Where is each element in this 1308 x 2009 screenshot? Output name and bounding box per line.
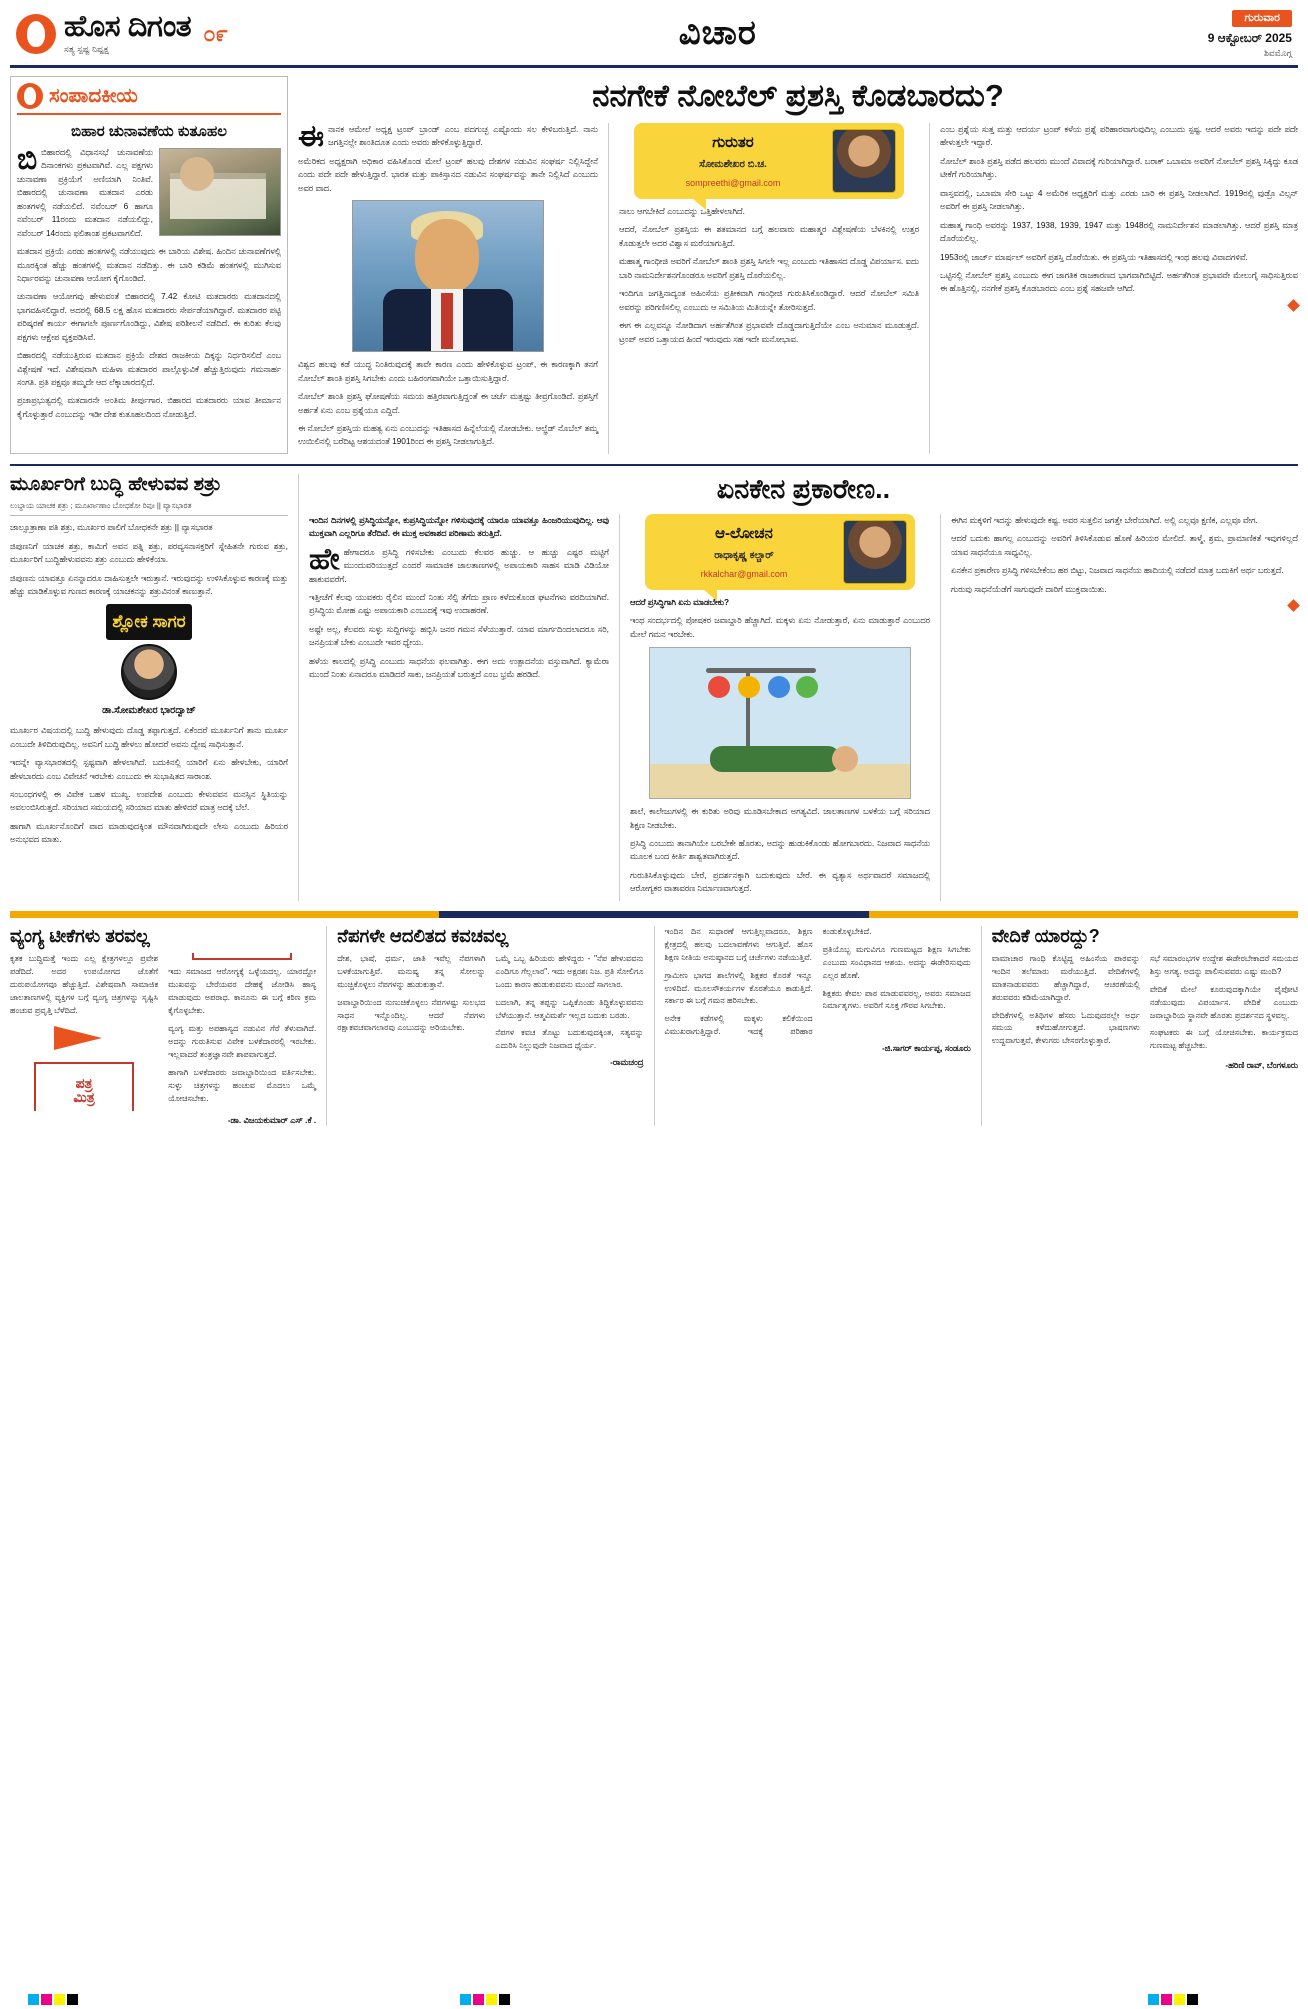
paper-logo-icon [16,14,56,54]
letter-paragraph: ವೇದಿಕೆ ಮೇಲೆ ಕೂರುವುದಕ್ಕಾಗಿಯೇ ಪೈಪೋಟಿ ನಡೆಯುವುದು ವಿಪರ್ಯಾಸ. ವೇದಿಕೆ ಎಂಬುದು ಜವಾಬ್ದಾರಿಯ ಸ್ಥಾನವೇ ಹೊರತು ಪ್ರದರ್ಶನದ ಸ್ಥಳವಲ್ಲ. [1149,984,1298,1020]
letter-paragraph: ಕೃತಕ ಬುದ್ಧಿಮತ್ತೆ ಇಂದು ಎಲ್ಲ ಕ್ಷೇತ್ರಗಳಲ್ಲೂ ಪ್ರವೇಶ ಪಡೆದಿದೆ. ಅದರ ಉಪಯೋಗದ ಜೊತೆಗೆ ದುರುಪಯೋಗವೂ ಹೆಚ್ಚುತ್ತಿದೆ. ವಿಶೇಷವಾಗಿ ಸಾಮಾಜಿಕ ಜಾಲತಾಣಗಳಲ್ಲಿ ವ್ಯಕ್ತಿಗಳ ಬಗ್ಗೆ ವ್ಯಂಗ್ಯ ಚಿತ್ರಗಳನ್ನು ಸೃಷ್ಟಿಸಿ ಹಂಚುವ ಪ್ರವೃತ್ತಿ ಬೆಳೆದಿದೆ. [10,953,159,1015]
article-photo [352,200,544,352]
letter-paragraph: ನೆಪಗಳ ಕವಚ ತೊಟ್ಟು ಬದುಕುವುದಕ್ಕಿಂತ, ಸತ್ಯವನ್ನು ಎದುರಿಸಿ ನಿಲ್ಲುವುದೇ ನಿಜವಾದ ಧೈರ್ಯ. [495,1028,644,1051]
enkena-dropcap: ಹೇ [309,542,340,576]
enkena-paragraph: ಹೇಗಾದರೂ ಪ್ರಸಿದ್ಧಿ ಗಳಿಸಬೇಕು ಎಂಬುದು ಕೆಲವರ ಹುಚ್ಚು. ಆ ಹುಚ್ಚು ಎಷ್ಟರ ಮಟ್ಟಿಗೆ ಮುಂದುವರಿಯುತ್ತದೆ ಎಂದರೆ ಸಾಮಾಜಿಕ ಜಾಲತಾಣಗಳಲ್ಲಿ ಅಪಾಯಕಾರಿ ಸಾಹಸ ಮಾಡಿ ವಿಡಿಯೋ ಹಾಕುವವರೆಗೆ. [309,546,609,584]
letter-paragraph: ಶಿಕ್ಷಕರು ಕೇವಲ ಪಾಠ ಮಾಡುವವರಲ್ಲ, ಅವರು ಸಮಾಜದ ನಿರ್ಮಾತೃಗಳು. ಅವರಿಗೆ ಸೂಕ್ತ ಗೌರವ ಸಿಗಬೇಕು. [822,988,971,1011]
author-card-inner [634,123,904,199]
cartoon-hanging-ball [768,676,790,698]
cyan-mark [460,1994,471,2005]
shloka-paragraph: ಮೂರ್ಖರ ವಿಷಯದಲ್ಲಿ ಬುದ್ಧಿ ಹೇಳುವುದು ದೊಡ್ಡ ತಪ್ಪಾಗುತ್ತದೆ. ಏಕೆಂದರೆ ಮೂರ್ಖನಿಗೆ ತಾನು ಮೂರ್ಖ ಎಂಬುದೇ ತಿಳಿದಿರುವುದಿಲ್ಲ. ಅವನಿಗೆ ಬುದ್ಧಿ ಹೇಳಲು ಹೋದರೆ ಅವನು ದ್ವೇಷ ಸಾಧಿಸುತ್ತಾನೆ. [10,725,288,749]
enkena-column-1 [309,514,609,901]
letter-1-title: ವ್ಯಂಗ್ಯ ಟೀಕೆಗಳು ತರವಲ್ಲ [10,925,150,946]
masthead-right [1208,8,1292,59]
enkena-author-tail [703,589,717,601]
edition-place: ಶಿವಮೊಗ್ಗ [1264,48,1292,58]
editorial-body [17,143,281,421]
letter-divider [981,926,982,1126]
logo-line-2: ಮಿತ್ರ [73,1089,95,1106]
column-divider [929,123,930,454]
band-segment [439,911,868,918]
registration-marks-left [28,1994,78,2005]
letter-paragraph: ಗ್ರಾಮೀಣ ಭಾಗದ ಶಾಲೆಗಳಲ್ಲಿ ಶಿಕ್ಷಕರ ಕೊರತೆ ಇನ್ನೂ ಉಳಿದಿದೆ. ಮೂಲಸೌಕರ್ಯಗಳ ಕೊರತೆಯೂ ಕಾಡುತ್ತಿದೆ. ಸರ್ಕಾರ ಈ ಬಗ್ಗೆ ಗಮನ ಹರಿಸಬೇಕು. [664,970,813,1006]
main-paragraph: ಅಮೆರಿಕದ ಅಧ್ಯಕ್ಷರಾಗಿ ಅಧಿಕಾರ ವಹಿಸಿಕೊಂಡ ಮೇಲೆ ಟ್ರಂಪ್ ಹಲವು ದೇಶಗಳ ನಡುವಿನ ಸಂಘರ್ಷ ನಿಲ್ಲಿಸಿದ್ದೇನೆ ಎಂದು ಪದೇ ಪದೇ ಹೇಳುತ್ತಿದ್ದಾರೆ. ಭಾರತ ಮತ್ತು ಪಾಕಿಸ್ತಾನದ ನಡುವಿನ ಸಂಘರ್ಷವನ್ನು ತಾನೇ ನಿಲ್ಲಿಸಿದೆ ಎಂಬುದು ಅವರ ವಾದ. [298,155,598,193]
main-paragraph: ನಾನಕ ಆಮೇಲೆ ಅಧ್ಯಕ್ಷ ಟ್ರಂಪ್ ಬ್ರಾಂಡ್ ಎಂಬ ಪದಗುಚ್ಛ ಎಷ್ಟೊಂದು ಸಲ ಕೇಳಿಬರುತ್ತಿದೆ. ನಾನು ಜಗತ್ತಿನಲ್ಲೇ ಶಾಂತಿದೂತ ಎಂದು ಅವರು ಹೇಳಿಕೊಳ್ಳುತ್ತಿದ್ದಾರೆ. [328,124,598,148]
cartoon-hanging-ball [738,676,760,698]
letter-2-body [337,953,643,1054]
yellow-mark [1174,1994,1185,2005]
letter-paragraph: ದೇಶ, ಭಾಷೆ, ಧರ್ಮ, ಜಾತಿ ಇವೆಲ್ಲ ನೆಪಗಳಾಗಿ ಬಳಕೆಯಾಗುತ್ತಿವೆ. ಮನುಷ್ಯ ತನ್ನ ಸೋಲನ್ನು ಮುಚ್ಚಿಕೊಳ್ಳಲು ನೆಪಗಳನ್ನು ಹುಡುಕುತ್ತಾನೆ. [337,953,486,989]
masthead-left [16,12,228,55]
enkena-author-card [645,514,915,590]
letter-paragraph: ವೇದಿಕೆಗಳಲ್ಲಿ ಅತಿಥಿಗಳ ಹೆಸರು ಓದುವುದರಲ್ಲೇ ಅರ್ಧ ಸಮಯ ಕಳೆದುಹೋಗುತ್ತದೆ. ಭಾಷಣಗಳು ಉದ್ದವಾಗುತ್ತವೆ, ಕೇಳುಗರು ಬೇಸರಗೊಳ್ಳುತ್ತಾರೆ. [991,1010,1140,1046]
editorial-logo-icon [17,83,43,109]
letter-paragraph: ಬದಲಾಗಿ, ತನ್ನ ತಪ್ಪನ್ನು ಒಪ್ಪಿಕೊಂಡು ತಿದ್ದಿಕೊಳ್ಳುವವನು ಬೆಳೆಯುತ್ತಾನೆ. ಆತ್ಮವಿಮರ್ಶೆ ಇಲ್ಲದ ಬದುಕು ಬರಡು. [495,997,644,1020]
author-email[interactable]: sompreethi@gmail.com [685,178,781,189]
letter-1-body [10,953,316,1111]
shloka-paragraph: ಜಾಲ್ಸೂತ್ರಾಣಾ ಪತಿ ಶತ್ರು, ಮೂರ್ಖರ ಪಾಲಿಗೆ ಬೋಧಕನೇ ಶತ್ರು || ವ್ಯಾಸಭಾರತ [10,522,213,533]
column-divider [940,514,941,901]
enkena-paragraph: ಅಷ್ಟೇ ಅಲ್ಲ, ಕೆಲವರು ಸುಳ್ಳು ಸುದ್ದಿಗಳನ್ನು ಹಬ್ಬಿಸಿ ಜನರ ಗಮನ ಸೆಳೆಯುತ್ತಾರೆ. ಯಾವ ಮಾರ್ಗದಿಂದಲಾದರೂ ಸರಿ, ಜನಪ್ರಿಯತೆ ಬೇಕು ಎಂಬುದೇ ಇವರ ಧ್ಯೇಯ. [309,623,609,648]
main-paragraph: ನಾಲು ಆಗಬೇಕಿದೆ ಎಂಬುದನ್ನು ಒತ್ತಿಹೇಳಲಾಗಿದೆ. [619,206,745,216]
cartoon-mobile-bar [706,668,816,673]
shloka-paragraph: ಇದನ್ನೇ ವ್ಯಾಸಭಾರತದಲ್ಲಿ ಸ್ಪಷ್ಟವಾಗಿ ಹೇಳಲಾಗಿದೆ. ಬದುಕಿನಲ್ಲಿ ಯಾರಿಗೆ ಏನು ಹೇಳಬೇಕು, ಯಾರಿಗೆ ಹೇಳಬಾರದು ಎಂಬ ವಿವೇಚನೆ ಇರಬೇಕು ಎಂಬುದು ಈ ಸುಭಾಷಿತದ ಸಾರಾಂಶ. [10,757,288,781]
main-paragraph: ಈಗ ಈ ಎಲ್ಲವನ್ನೂ ನೋಡಿದಾಗ ಅರ್ಹತೆಗಿಂತ ಪ್ರಭಾವವೇ ದೊಡ್ಡದಾಗುತ್ತಿದೆಯೇ ಎಂಬ ಅನುಮಾನ ಮೂಡುತ್ತದೆ. ಟ್ರಂಪ್ ಅವರ ಒತ್ತಾಯದ ಹಿಂದೆ ಇರುವುದು ಸಹ ಇದೇ ಮನೋಭಾವ. [619,320,919,344]
shloka-column [10,474,288,901]
enkena-author-text [653,522,835,582]
enkena-paragraph: ಏನಕೇನ ಪ್ರಕಾರೇಣ ಪ್ರಸಿದ್ಧಿ ಗಳಿಸಬೇಕೆಂಬ ಹಠ ಬಿಟ್ಟು, ನಿಜವಾದ ಸಾಧನೆಯ ಹಾದಿಯಲ್ಲಿ ನಡೆದರೆ ಮಾತ್ರ ಬದುಕಿಗೆ ಅರ್ಥ ಬರುತ್ತದೆ. [951,565,1284,576]
column-divider [619,514,620,901]
black-mark [67,1994,78,2005]
main-paragraph: ವಾಸ್ತವದಲ್ಲಿ, ಒಬಾಮಾ ಸೇರಿ ಒಟ್ಟು 4 ಅಮೆರಿಕ ಅಧ್ಯಕ್ಷರಿಗೆ ಮತ್ತು ಎರಡು ಬಾರಿ ಈ ಪ್ರಶಸ್ತಿ ನೀಡಲಾಗಿದೆ. 1919ರಲ್ಲಿ ವುಡ್ರೊ ವಿಲ್ಸನ್ ಅವರಿಗೆ ಈ ಪ್ರಶಸ್ತಿ ನೀಡಲಾಗಿತ್ತು. [940,187,1298,212]
main-paragraph: ಮಹಾತ್ಮ ಗಾಂಧೀಜಿ ಅವರಿಗೆ ನೋಬೆಲ್ ಶಾಂತಿ ಪ್ರಶಸ್ತಿ ಸಿಗಲೇ ಇಲ್ಲ ಎಂಬುದು ಇತಿಹಾಸದ ದೊಡ್ಡ ವಿಪರ್ಯಾಸ. ಐದು ಬಾರಿ ನಾಮನಿರ್ದೇಶನಗೊಂಡರೂ ಅವರಿಗೆ ಪ್ರಶಸ್ತಿ ದೊರೆಯಲಿಲ್ಲ. [619,256,919,280]
author-name: ಸೋಮಶೇಖರ ಬಿ.ಚ. [699,159,767,171]
enkena-paragraph: ಆದರೆ ಬದುಕು ಹಾಗಲ್ಲ ಎಂಬುದನ್ನು ಅವರಿಗೆ ತಿಳಿಸಿಕೊಡುವ ಹೊಣೆ ಹಿರಿಯರ ಮೇಲಿದೆ. ತಾಳ್ಮೆ, ಶ್ರಮ, ಪ್ರಾಮಾಣಿಕತೆ ಇವುಗಳಿಲ್ಲದೆ ಯಾವ ಸಾಧನೆಯೂ ಸಾಧ್ಯವಿಲ್ಲ. [951,533,1298,557]
masthead [10,0,1298,68]
enkena-author-email[interactable]: rkkalchar@gmail.com [700,569,788,580]
section-title: ವಿಚಾರ [678,14,757,52]
main-column-1 [298,120,598,454]
page-number: ೦೯ [203,20,228,46]
main-column-2 [619,123,919,454]
letter-divider [326,926,327,1126]
shloka-body [10,521,288,847]
black-mark [499,1994,510,2005]
letter-divider [654,926,655,1126]
letter-paragraph: ಇಂದಿನ ದಿನ ಸುಧಾರಣೆ ಆಗುತ್ತಿಲ್ಲವಾದರೂ, ಶಿಕ್ಷಣ ಕ್ಷೇತ್ರದಲ್ಲಿ ಹಲವು ಬದಲಾವಣೆಗಳು ಆಗುತ್ತಿವೆ. ಹೊಸ ಶಿಕ್ಷಣ ನೀತಿಯ ಅನುಷ್ಠಾನದ ಬಗ್ಗೆ ಚರ್ಚೆಗಳು ನಡೆಯುತ್ತಿವೆ. [664,926,813,962]
column-divider [608,123,609,454]
enkena-article [309,474,1298,901]
day-badge: ಗುರುವಾರ [1232,10,1292,27]
cyan-mark [1148,1994,1159,2005]
magenta-mark [41,1994,52,2005]
letter-3-body [665,926,971,1040]
letter-1 [10,926,316,1126]
letter-paragraph: ಹಾಗಾಗಿ ಬಳಕೆದಾರರು ಜವಾಬ್ದಾರಿಯಿಂದ ವರ್ತಿಸಬೇಕು. ಸುಳ್ಳು ಚಿತ್ರಗಳನ್ನು ಹಂಚುವ ಮೊದಲು ಒಮ್ಮೆ ಯೋಚಿಸಬೇಕು. [168,1067,317,1103]
shloka-column-logo [74,604,224,718]
letter-4-signature: -ಹರಿಣಿ ರಾವ್, ಬೆಂಗಳೂರು [1225,1059,1298,1070]
band-segment [869,911,1298,918]
shloka-kicker: ಲುಬ್ಧಾಯ ಯಾಚಕ ಶತ್ರು ; ಮೂರ್ಖಾಣಾಂ ಬೋಧಕೋ ರಿಪುಃ || ವ್ಯಾಸಭಾರತ [10,500,288,516]
color-band [10,911,1298,918]
enkena-column-2 [630,514,930,901]
enkena-author-photo [843,520,907,584]
main-columns [298,120,1298,454]
main-paragraph: 1953ರಲ್ಲಿ ಜಾರ್ಜ್ ಮಾರ್ಷಲ್ ಅವರಿಗೆ ಪ್ರಶಸ್ತಿ ದೊರೆಯಿತು. ಈ ಪ್ರಶಸ್ತಿಯ ಇತಿಹಾಸದಲ್ಲಿ ಇಂಥ ಹಲವು ವಿವಾದಗಳಿವೆ. [940,251,1248,262]
editorial-photo [159,148,281,236]
logo-line-1: ಪತ್ರ [75,1074,93,1091]
author-column-name: ಗುರುತರ [712,133,754,151]
shloka-author-photo [121,644,177,700]
letter-3 [665,926,971,1126]
enkena-question: ಆದರೆ ಪ್ರಸಿದ್ಧಿಗಾಗಿ ಏನು ಮಾಡಬೇಕು? [630,596,730,607]
yellow-mark [54,1994,65,2005]
letter-paragraph: ಇದು ಸಮಾಜದ ಆರೋಗ್ಯಕ್ಕೆ ಒಳ್ಳೆಯದಲ್ಲ. ಯಾರದ್ದೋ ಮುಖವನ್ನು ಬೇರೆಯವರ ದೇಹಕ್ಕೆ ಜೋಡಿಸಿ ಹಾಸ್ಯ ಮಾಡುವುದು ಅಪರಾಧ. ಕಾನೂನು ಈ ಬಗ್ಗೆ ಕಠಿಣ ಕ್ರಮ ಕೈಗೊಳ್ಳಬೇಕು. [168,967,317,1016]
enkena-title: ಏನಕೇನ ಪ್ರಕಾರೇಣ.. [716,473,891,504]
enkena-columns [309,514,1298,901]
main-paragraph: ಈ ನೋಬೆಲ್ ಪ್ರಶಸ್ತಿಯ ಮಹತ್ವ ಏನು ಎಂಬುದನ್ನು ಇತಿಹಾಸದ ಹಿನ್ನೆಲೆಯಲ್ಲಿ ನೋಡಬೇಕು. ಆಲ್ಫ್ರೆಡ್ ನೊಬೆಲ್ ತಮ್ಮ ಉಯಿಲಿನಲ್ಲಿ ಬರೆದಿಟ್ಟ ಆಶಯದಂತೆ 1901ರಿಂದ ಈ ಪ್ರಶಸ್ತಿ ನೀಡಲಾಗುತ್ತಿದೆ. [298,422,598,447]
main-paragraph: ಒಟ್ಟಿನಲ್ಲಿ ನೋಬೆಲ್ ಪ್ರಶಸ್ತಿ ಎಂಬುದು ಈಗ ಜಾಗತಿಕ ರಾಜಕಾರಣದ ಭಾಗವಾಗಿಬಿಟ್ಟಿದೆ. ಅರ್ಹತೆಗಿಂತ ಪ್ರಭಾವವೇ ಮೇಲುಗೈ ಸಾಧಿಸುತ್ತಿರುವ ಈ ಹೊತ್ತಿನಲ್ಲಿ, ನನಗೇಕೆ ಪ್ರಶಸ್ತಿ ಕೊಡಬಾರದು ಎಂಬ ಪ್ರಶ್ನೆ ಸಹಜವೇ ಆಗಿದೆ. [940,269,1298,294]
enkena-author-inner [645,514,915,590]
paper-name: ಹೊಸ ದಿಗಂತ [64,10,192,43]
letter-paragraph: ಪ್ರತಿಯೊಬ್ಬ ಮಗುವಿಗೂ ಗುಣಮಟ್ಟದ ಶಿಕ್ಷಣ ಸಿಗಬೇಕು ಎಂಬುದು ಸಂವಿಧಾನದ ಆಶಯ. ಅದನ್ನು ಈಡೇರಿಸುವುದು ಎಲ್ಲರ ಹೊಣೆ. [822,944,971,980]
enkena-author-name: ರಾಧಾಕೃಷ್ಣ ಕಲ್ಚಾರ್ [714,550,774,562]
photo-tie [441,293,453,349]
letter-4 [992,926,1298,1126]
enkena-paragraph: ಇಂಥ ಸಂದರ್ಭದಲ್ಲಿ ಪೋಷಕರ ಜವಾಬ್ದಾರಿ ಹೆಚ್ಚಾಗಿದೆ. ಮಕ್ಕಳು ಏನು ನೋಡುತ್ತಾರೆ, ಏನು ಮಾಡುತ್ತಾರೆ ಎಂಬುದರ ಮೇಲೆ ಗಮನ ಇರಬೇಕು. [630,615,930,639]
author-photo [832,129,896,193]
main-paragraph: ಆದರೆ, ನೋಬೆಲ್ ಪ್ರಶಸ್ತಿಯ ಈ ಶತಮಾನದ ಬಗ್ಗೆ ಹಲವಾರು ಮಹಾತ್ಮರ ವಿಶ್ಲೇಷಣೆಯ ಬೆಳಕಿನಲ್ಲಿ ಉತ್ತರ ಕೊಡುತ್ತಲೇ ಅದರ ವಿಶ್ವಾಸ ಮರೆಯಾಗುತ್ತಿದೆ. [619,224,919,248]
section-divider [298,474,299,901]
yellow-mark [486,1994,497,2005]
top-area [10,76,1298,454]
registration-marks-center [460,1994,510,2005]
publication-date: 9 ಆಕ್ಟೋಬರ್ 2025 [1207,31,1292,45]
letter-paragraph: ವ್ಯಂಗ್ಯ ಮತ್ತು ಅಪಹಾಸ್ಯದ ನಡುವಿನ ಗೆರೆ ತೆಳುವಾಗಿದೆ. ಅದನ್ನು ಗುರುತಿಸುವ ವಿವೇಕ ಬಳಕೆದಾರರಲ್ಲಿ ಇರಬೇಕು. ಇಲ್ಲವಾದರೆ ತಂತ್ರಜ್ಞಾನವೇ ಶಾಪವಾಗುತ್ತದೆ. [168,1024,317,1060]
main-paragraph: ನೋಬೆಲ್ ಶಾಂತಿ ಪ್ರಶಸ್ತಿ ಪಡೆದ ಹಲವರು ಮುಂದೆ ವಿವಾದಕ್ಕೆ ಗುರಿಯಾಗಿದ್ದಾರೆ. ಬರಾಕ್ ಒಬಾಮಾ ಅವರಿಗೆ ನೋಬೆಲ್ ಪ್ರಶಸ್ತಿ ಸಿಕ್ಕಿದ್ದು ಕೂಡ ಟೀಕೆಗೆ ಗುರಿಯಾಗಿತ್ತು. [940,155,1298,180]
magenta-mark [473,1994,484,2005]
magenta-mark [1161,1994,1172,2005]
end-marker-icon [1287,299,1300,312]
letters-section [10,926,1298,1126]
cartoon-hanging-ball [796,676,818,698]
paper-plane-icon [54,1022,114,1056]
editorial-paragraph: ಬಿಹಾರದಲ್ಲಿ ವಿಧಾನಸಭೆ ಚುನಾವಣೆಯ ದಿನಾಂಕಗಳು ಪ್ರಕಟವಾಗಿವೆ. ಎಲ್ಲ ಪಕ್ಷಗಳು ಚುನಾವಣಾ ಪ್ರಕ್ರಿಯೆಗೆ ಅಣಿಯಾಗಿ ನಿಂತಿವೆ. ಬಿಹಾರದಲ್ಲಿ ಚುನಾವಣಾ ಮತದಾನ ಎರಡು ಹಂತಗಳಲ್ಲಿ ನಡೆಯಲಿದೆ. ನವೆಂಬರ್ 6 ಹಾಗೂ ನವೆಂಬರ್ 11ರಂದು ಮತದಾನ ನಡೆಯಲಿದ್ದು, ನವೆಂಬರ್ 14ರಂದು ಫಲಿತಾಂಶ ಪ್ರಕಟವಾಗಲಿದೆ. [17,147,153,238]
enkena-paragraph: ಗುರುತಿಸಿಕೊಳ್ಳುವುದು ಬೇರೆ, ಪ್ರದರ್ಶನಕ್ಕಾಗಿ ಬದುಕುವುದು ಬೇರೆ. ಈ ವ್ಯತ್ಯಾಸ ಅರ್ಥವಾದರೆ ಸಮಾಜದಲ್ಲಿ ಆರೋಗ್ಯಕರ ವಾತಾವರಣ ನಿರ್ಮಾಣವಾಗುತ್ತದೆ. [630,869,930,894]
letter-paragraph: ಒಮ್ಮೆ ಒಬ್ಬ ಹಿರಿಯರು ಹೇಳಿದ್ದರು - "ನೆಪ ಹೇಳುವವನು ಎಂದಿಗೂ ಗೆಲ್ಲಲಾರ". ಇದು ಅಕ್ಷರಶಃ ನಿಜ. ಪ್ರತಿ ಸೋಲಿಗೂ ಒಂದು ಕಾರಣ ಹುಡುಕುವವನು ಮುಂದೆ ಸಾಗಲಾರ. [495,953,644,989]
editorial-paragraph: ಚುನಾವಣಾ ಆಯೋಗವು ಹೇಳುವಂತೆ ಬಿಹಾರದಲ್ಲಿ 7.42 ಕೋಟಿ ಮತದಾರರು ಮತದಾನದಲ್ಲಿ ಭಾಗವಹಿಸಲಿದ್ದಾರೆ. ಅದರಲ್ಲಿ 68.5 ಲಕ್ಷ ಹೊಸ ಮತದಾರರು ಸೇರ್ಪಡೆಯಾಗಿದ್ದಾರೆ. ಮತದಾರರ ಪಟ್ಟಿ ಪರಿಷ್ಕರಣೆ ಕಾರ್ಯ ಈಗಾಗಲೇ ಪೂರ್ಣಗೊಂಡಿದ್ದು, ವಿಶೇಷ ಪರಿಶೀಲನೆ ನಡೆದಿದೆ. ಈ ಕುರಿತು ಕೆಲವು ಪಕ್ಷಗಳು ಆಕ್ಷೇಪ ವ್ಯಕ್ತಪಡಿಸಿವೆ. [17,291,281,342]
shloka-logo-badge: ಶ್ಲೋಕ ಸಾಗರ [106,604,191,640]
main-article [298,76,1298,454]
cartoon-hanging-ball [708,676,730,698]
letter-paragraph: ಜವಾಬ್ದಾರಿಯಿಂದ ನುಣುಚಿಕೊಳ್ಳಲು ನೆಪಗಳಷ್ಟು ಸುಲಭದ ಸಾಧನ ಇನ್ನೊಂದಿಲ್ಲ. ಆದರೆ ನೆಪಗಳು ರಕ್ಷಾಕವಚವಾಗಲಾರವು ಎಂಬುದನ್ನು ಅರಿಯಬೇಕು. [337,997,486,1033]
cyan-mark [28,1994,39,2005]
editorial-paragraph: ಮತದಾನ ಪ್ರಕ್ರಿಯೆ ಎರಡು ಹಂತಗಳಲ್ಲಿ ನಡೆಯುವುದು ಈ ಬಾರಿಯ ವಿಶೇಷ. ಹಿಂದಿನ ಚುನಾವಣೆಗಳಲ್ಲಿ ಮೂರಕ್ಕಿಂತ ಹೆಚ್ಚು ಹಂತಗಳಲ್ಲಿ ಮತದಾನ ನಡೆದಿತ್ತು. ಈ ಬಾರಿ ಕಡಿಮೆ ಹಂತಗಳಲ್ಲಿ ಮುಗಿಸುವ ನಿರ್ಧಾರವನ್ನು ಚುನಾವಣಾ ಆಯೋಗ ಕೈಗೊಂಡಿದೆ. [17,246,281,283]
enkena-paragraph: ಗುರುವು ಸಾಧನೆಯೆಡೆಗೆ ಸಾಗುವುದೇ ದಾರಿಗೆ ಮುಕ್ತವಾಯಿತು. [951,583,1107,594]
enkena-paragraph: ಹಳೆಯ ಕಾಲದಲ್ಲಿ ಪ್ರಸಿದ್ಧಿ ಎಂಬುದು ಸಾಧನೆಯ ಫಲವಾಗಿತ್ತು. ಈಗ ಅದು ಉತ್ಪಾದನೆಯ ವಸ್ತುವಾಗಿದೆ. ಕ್ಯಾಮೆರಾ ಮುಂದೆ ನಿಂತು ಏನಾದರೂ ಮಾಡಿದರೆ ಸಾಕು, ಜನಪ್ರಿಯತೆ ಬರುತ್ತದೆ ಎಂಬ ಭ್ರಮೆ ಹರಡಿದೆ. [309,655,609,680]
letter-2-title: ನೆಪಗಳೇ ಆದಲಿತದ ಕವಚವಲ್ಲ [337,925,509,946]
letter-2-signature: -ರಾಮಚಂದ್ರ [610,1057,644,1068]
author-card-tail [692,198,706,210]
main-paragraph: ಎಂಬ ಪ್ರಶ್ನೆಯ ಸುತ್ತ ಮತ್ತು ಆದರ್ಯ ಟ್ರಂಪ್ ಕಳೆಯ ಪ್ರಶ್ನೆ ಪರಿಹಾರವಾಗುವುದಿಲ್ಲ ಎಂಬುದು ಸ್ಪಷ್ಟ. ಆದರೆ ಅವರು ಇದನ್ನು ಪದೇ ಪದೇ ಹೇಳುತ್ತಲೇ ಇದ್ದಾರೆ. [940,124,1298,148]
band-segment [10,911,439,918]
editorial-headline: ಬಿಹಾರ ಚುನಾವಣೆಯ ಕುತೂಹಲ [71,123,227,140]
shloka-author-name: ಡಾ.ಸೋಮಶೇಖರ ಭಾರದ್ವಾಜ್ [102,704,196,716]
cartoon-person-body [710,746,840,772]
shloka-title: ಮೂರ್ಖರಿಗೆ ಬುದ್ಧಿ ಹೇಳುವವ ಶತ್ರು [10,473,222,495]
letter-2 [337,926,643,1126]
author-card [634,123,904,199]
black-mark [1187,1994,1198,2005]
letter-paragraph: ಅನೇಕ ಕಡೆಗಳಲ್ಲಿ ಮಕ್ಕಳು ಕಲಿಕೆಯಿಂದ ವಿಮುಖರಾಗುತ್ತಿದ್ದಾರೆ. ಇದಕ್ಕೆ ಪರಿಹಾರ ಕಂಡುಕೊಳ್ಳಬೇಕಿದೆ. [664,926,872,1037]
editorial-label: ಸಂಪಾದಕೀಯ [49,84,138,107]
registration-marks-right [1148,1994,1198,2005]
editorial-header [17,83,281,115]
enkena-column-3 [951,514,1298,901]
enkena-paragraph: ಈಗಿನ ಮಕ್ಕಳಿಗೆ ಇದನ್ನು ಹೇಳುವುದೇ ಕಷ್ಟ. ಅವರ ಸುತ್ತಲಿನ ಜಗತ್ತೇ ಬೇರೆಯಾಗಿದೆ. ಅಲ್ಲಿ ಎಲ್ಲವೂ ಕ್ಷಣಿಕ, ಎಲ್ಲವೂ ವೇಗ. [951,514,1258,525]
main-paragraph: ವಿಶ್ವದ ಹಲವು ಕಡೆ ಯುದ್ಧ ನಿಂತಿರುವುದಕ್ಕೆ ತಾವೇ ಕಾರಣ ಎಂದು ಹೇಳಿಕೊಳ್ಳುವ ಟ್ರಂಪ್, ಈ ಕಾರಣಕ್ಕಾಗಿ ತನಗೆ ನೋಬೆಲ್ ಶಾಂತಿ ಪ್ರಶಸ್ತಿ ಸಿಗಬೇಕು ಎಂದು ಬಹಿರಂಗವಾಗಿಯೇ ಒತ್ತಾಯಿಸುತ್ತಿದ್ದಾರೆ. [298,359,598,383]
cartoon-illustration [649,647,911,799]
photo-face [415,219,479,293]
enkena-paragraph: ಶಾಲೆ, ಕಾಲೇಜುಗಳಲ್ಲಿ ಈ ಕುರಿತು ಅರಿವು ಮೂಡಿಸಬೇಕಾದ ಅಗತ್ಯವಿದೆ. ಜಾಲತಾಣಗಳ ಬಳಕೆಯ ಬಗ್ಗೆ ಸರಿಯಾದ ಶಿಕ್ಷಣ ನೀಡಬೇಕು. [630,806,930,830]
shloka-paragraph: ಸಂಬಂಧಗಳಲ್ಲಿ ಈ ವಿವೇಕ ಬಹಳ ಮುಖ್ಯ. ಉಪದೇಶ ಎಂಬುದು ಕೇಳುವವನ ಮನಸ್ಸಿನ ಸ್ಥಿತಿಯನ್ನು ಅವಲಂಬಿಸಿರುತ್ತದೆ. ಸರಿಯಾದ ಸಮಯದಲ್ಲಿ ಸರಿಯಾದ ಮಾತು ಹೇಳಿದರೆ ಮಾತ್ರ ಅದಕ್ಕೆ ಬೆಲೆ. [10,789,288,813]
main-paragraph: ಇಂದಿಗೂ ಜಗತ್ತಿನಾದ್ಯಂತ ಅಹಿಂಸೆಯ ಪ್ರತೀಕವಾಗಿ ಗಾಂಧೀಜಿ ಗುರುತಿಸಿಕೊಂಡಿದ್ದಾರೆ. ಆದರೆ ನೋಬೆಲ್ ಸಮಿತಿ ಅವರನ್ನು ಪರಿಗಣಿಸಲಿಲ್ಲ ಎಂಬುದು ಆ ಸಮಿತಿಯ ಮಿತಿಯನ್ನೇ ತೋರಿಸುತ್ತದೆ. [619,288,919,312]
shloka-paragraph: ಜಿಪುಣನು ಯಾವತ್ತೂ ಏನನ್ನಾದರೂ ದಾಹಿಸುತ್ತಲೇ ಇರುತ್ತಾನೆ. ಇರುವುದನ್ನು ಉಳಿಸಿಕೊಳ್ಳುವ ಕಾರಣಕ್ಕೆ ಮತ್ತು ಹೆಚ್ಚು ಮಾಡಿಕೊಳ್ಳುವ ಗುಣದ ಕಾರಣಕ್ಕೆ ಯಾಚಕನನ್ನು ಶತ್ರುವಿನಂತೆ ಕಾಣುತ್ತಾನೆ. [10,572,288,596]
shloka-paragraph: ಜಿಪುಣನಿಗೆ ಯಾಚಕ ಶತ್ರು, ಕಾಮಿಗೆ ಅವನ ಪತ್ನಿ ಶತ್ರು, ಪರವ್ಯಸನಾಸಕ್ತರಿಗೆ ಸ್ನೇಹಿತನೇ ಗುರುವ ಶತ್ರು, ಮೂರ್ಖರಿಗೆ ಬುದ್ಧಿಹೇಳುವವನು ಶತ್ರು ಎಂಬುದು ಹೇಳಿಕೆಯಾ. [10,540,288,565]
editorial-dropcap: ಬಿ [17,143,38,176]
enkena-intro: ಇಂದಿನ ದಿನಗಳಲ್ಲಿ ಪ್ರಸಿದ್ಧಿಯನ್ನೋ, ಕುಪ್ರಸಿದ್ಧಿಯನ್ನೋ ಗಳಿಸುವುದಕ್ಕೆ ಯಾರೂ ಯಾವತ್ತೂ ಹಿಂಜರಿಯುವುದಿಲ್ಲ. ಆವು ಮುಕ್ತವಾಗಿ ಎಲ್ಲರಿಗೂ ತೆರೆದಿವೆ. ಈ ಮುಕ್ತ ಅವಕಾಶದ ಪರಿಣಾಮ ತರುತ್ತಿದೆ. [309,514,609,539]
main-column-3 [940,123,1298,454]
author-text [642,131,824,191]
enkena-paragraph: ಪ್ರಸಿದ್ಧಿ ಎಂಬುದು ತಾನಾಗಿಯೇ ಬರಬೇಕೇ ಹೊರತು, ಅದನ್ನು ಹುಡುಕಿಕೊಂಡು ಹೋಗಬಾರದು. ನಿಜವಾದ ಸಾಧನೆಯ ಮೂಲಕ ಬಂದ ಕೀರ್ತಿ ಶಾಶ್ವತವಾಗಿರುತ್ತದೆ. [630,838,930,862]
editorial-box [10,76,288,454]
letter-4-title: ವೇದಿಕೆ ಯಾರದ್ದು? [991,925,1100,946]
cartoon-person-head [832,746,858,772]
letter-1-signature: -ಡಾ. ವಿಜಯಕುಮಾರ್ ಎಸ್ .ಕೆ . [227,1114,317,1125]
letter-paragraph: ವಾಮಾಚಾರ ಗಾಂಧಿ ಕೊಟ್ಟಿದ್ದ ಅಹಿಂಸೆಯ ಪಾಠವನ್ನು ಇಂದಿನ ತಲೆಮಾರು ಮರೆಯುತ್ತಿದೆ. ವೇದಿಕೆಗಳಲ್ಲಿ ಮಾತನಾಡುವವರು ಹೆಚ್ಚಾಗಿದ್ದಾರೆ, ಆಚರಣೆಯಲ್ಲಿ ತರುವವರು ಕಡಿಮೆಯಾಗಿದ್ದಾರೆ. [991,953,1140,1002]
editorial-paragraph: ಪ್ರಜಾಪ್ರಭುತ್ವದಲ್ಲಿ ಮತದಾರನೇ ಅಂತಿಮ ತೀರ್ಪುಗಾರ. ಬಿಹಾರದ ಮತದಾರರು ಯಾವ ತೀರ್ಮಾನ ಕೈಗೊಳ್ಳುತ್ತಾರೆ ಎಂಬುದನ್ನು ಇಡೀ ದೇಶ ಕುತೂಹಲದಿಂದ ನೋಡುತ್ತಿದೆ. [17,395,281,419]
main-paragraph: ನೋಬೆಲ್ ಶಾಂತಿ ಪ್ರಶಸ್ತಿ ಘೋಷಣೆಯ ಸಮಯ ಹತ್ತಿರವಾಗುತ್ತಿದ್ದಂತೆ ಈ ಚರ್ಚೆ ಮತ್ತಷ್ಟು ತೀವ್ರಗೊಂಡಿದೆ. ಪ್ರಶಸ್ತಿಗೆ ಅರ್ಹತೆ ಏನು ಎಂಬ ಪ್ರಶ್ನೆಯೂ ಎದ್ದಿದೆ. [298,391,598,415]
main-dropcap: ಈ [298,120,325,153]
editorial-paragraph: ಬಿಹಾರದಲ್ಲಿ ನಡೆಯುತ್ತಿರುವ ಮತದಾನ ಪ್ರಕ್ರಿಯೆ ದೇಶದ ರಾಜಕೀಯ ದಿಕ್ಕನ್ನು ನಿರ್ಧರಿಸಲಿದೆ ಎಂಬ ವಿಶ್ಲೇಷಣೆ ಇದೆ. ವಿಶೇಷವಾಗಿ ಮಹಿಳಾ ಮತದಾರರ ಪಾಲ್ಗೊಳ್ಳುವಿಕೆ ಹೆಚ್ಚುತ್ತಿರುವುದು ಗಮನಾರ್ಹ ಸಂಗತಿ. ಪ್ರತಿ ಪಕ್ಷವೂ ತಮ್ಮದೇ ಆದ ಲೆಕ್ಕಾಚಾರದಲ್ಲಿದೆ. [17,350,281,387]
shloka-paragraph: ಹಾಗಾಗಿ ಮೂರ್ಖನೊಂದಿಗೆ ವಾದ ಮಾಡುವುದಕ್ಕಿಂತ ಮೌನವಾಗಿರುವುದೇ ಲೇಸು ಎಂಬುದು ಹಿರಿಯರ ಅನುಭವದ ಮಾತು. [10,820,288,845]
enkena-paragraph: ಇತ್ತೀಚೆಗೆ ಕೆಲವು ಯುವಕರು ರೈಲಿನ ಮುಂದೆ ನಿಂತು ಸೆಲ್ಫಿ ತೆಗೆದು ಪ್ರಾಣ ಕಳೆದುಕೊಂಡ ಘಟನೆಗಳು ವರದಿಯಾಗಿವೆ. ಪ್ರಸಿದ್ಧಿಯ ಮೋಹ ಎಷ್ಟು ಅಪಾಯಕಾರಿ ಎಂಬುದಕ್ಕೆ ಇವು ಉದಾಹರಣೆ. [309,592,609,616]
letter-3-signature: -ಜಿ.ಸಾಗರ್ ಕಾರ್ಯಪ್ಪ, ಸಂಡೂರು [881,1043,971,1054]
paper-identity [64,12,191,55]
enkena-column-name: ಆ-ಲೋಚನ [715,524,773,542]
middle-area [10,464,1298,901]
main-paragraph: ಮಹಾತ್ಮ ಗಾಂಧಿ ಅವರನ್ನು 1937, 1938, 1939, 1947 ಮತ್ತು 1948ರಲ್ಲಿ ನಾಮನಿರ್ದೇಶನ ಮಾಡಲಾಗಿತ್ತು. ಆದರೆ ಪ್ರಶಸ್ತಿ ಮಾತ್ರ ದೊರೆಯಲಿಲ್ಲ. [940,219,1298,244]
letter-paragraph: ಸಂಘಟಕರು ಈ ಬಗ್ಗೆ ಯೋಚಿಸಬೇಕು. ಕಾರ್ಯಕ್ರಮದ ಗುಣಮಟ್ಟ ಹೆಚ್ಚಬೇಕು. [1149,1028,1298,1051]
end-marker-icon [1287,599,1300,612]
paper-tagline: ಸತ್ಯ ಸ್ಪಷ್ಟ ನಿಷ್ಪಕ್ಷ [64,44,109,54]
main-headline: ನನಗೇಕೆ ನೋಬೆಲ್ ಪ್ರಶಸ್ತಿ ಕೊಡಬಾರದು? [592,78,1004,113]
letter-paragraph: ಸಭೆ ಸಮಾರಂಭಗಳ ಉದ್ದೇಶ ಈಡೇರಬೇಕಾದರೆ ಸಮಯದ ಶಿಸ್ತು ಅಗತ್ಯ. ಅದನ್ನು ಪಾಲಿಸುವವರು ಎಷ್ಟು ಮಂದಿ? [1149,953,1298,976]
letter-4-body [992,953,1298,1056]
